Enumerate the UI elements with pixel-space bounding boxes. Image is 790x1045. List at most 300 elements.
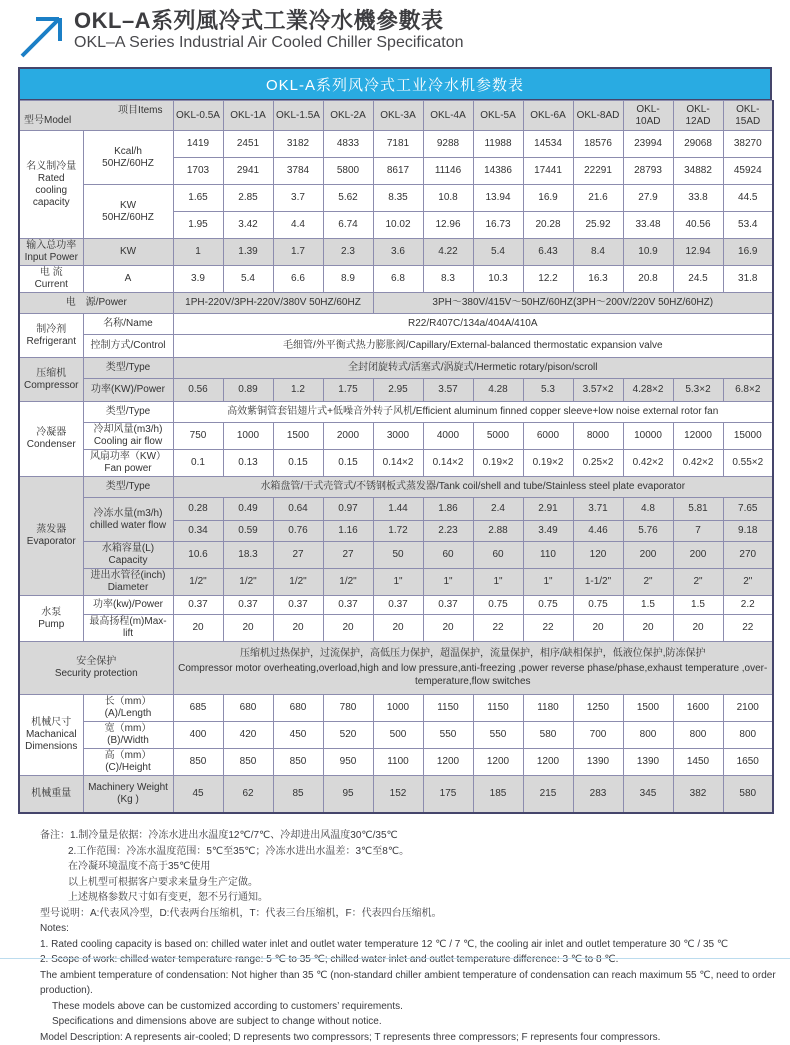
- row-label-refrigerant: 制冷剂 Refrigerant: [19, 314, 83, 358]
- value-cell: 3.71: [573, 498, 623, 521]
- value-cell: 0.75: [473, 596, 523, 615]
- table-row-tank-capacity: [19, 542, 773, 569]
- table-row-fan-power: [19, 450, 773, 477]
- value-cell: 1250: [573, 695, 623, 722]
- table-row-pipe-diameter: [19, 569, 773, 596]
- row-label-current-unit: A: [83, 266, 173, 293]
- note-line: 2. Scope of work: chilled water temperature range: 5 ℃ to 35 ℃; chilled water inlet and outlet temperature difference: 3 ℃ to 8 ℃.: [40, 952, 790, 968]
- model-column-header: OKL-5A: [473, 101, 523, 131]
- model-column-header: OKL-6A: [523, 101, 573, 131]
- value-cell: 7181: [373, 131, 423, 158]
- row-label-width: 宽（mm）(B)/Width: [83, 722, 173, 749]
- value-cell: 20.28: [523, 212, 573, 239]
- value-cell: 1.65: [173, 185, 223, 212]
- value-cell: 10.9: [623, 239, 673, 266]
- value-cell: 1/2": [173, 569, 223, 596]
- value-cell: 3.57×2: [573, 379, 623, 402]
- value-cell: 12.96: [423, 212, 473, 239]
- value-cell: 0.76: [273, 521, 323, 542]
- note-line: 备注：1.制冷量是依据：冷冻水进出水温度12℃/7℃、冷却进出风温度30℃/35℃: [40, 828, 790, 844]
- corner-items-label: 项目Items: [118, 105, 162, 117]
- value-cell: 215: [523, 776, 573, 814]
- value-cell: 8.35: [373, 185, 423, 212]
- value-cell: 5.4: [473, 239, 523, 266]
- row-label-compressor-power: 功率(KW)/Power: [83, 379, 173, 402]
- value-cell: 0.19×2: [523, 450, 573, 477]
- value-cell: 60: [473, 542, 523, 569]
- value-cell: 5800: [323, 158, 373, 185]
- value-cell: 152: [373, 776, 423, 814]
- row-label-kcal: Kcal/h 50HZ/60HZ: [83, 131, 173, 185]
- value-cell: 23994: [623, 131, 673, 158]
- table-title-bar: OKL-A系列风冷式工业冷水机参数表: [18, 67, 772, 100]
- value-cell: 2100: [723, 695, 773, 722]
- value-cell: 60: [423, 542, 473, 569]
- value-cell: 16.3: [573, 266, 623, 293]
- value-cell: 2": [673, 569, 723, 596]
- model-column-header: OKL-1A: [223, 101, 273, 131]
- value-cell: 5.62: [323, 185, 373, 212]
- value-cell: 17441: [523, 158, 573, 185]
- value-cell: 1": [423, 569, 473, 596]
- value-cell: 0.97: [323, 498, 373, 521]
- model-column-header: OKL-3A: [373, 101, 423, 131]
- value-cell: 3.42: [223, 212, 273, 239]
- value-cell: 0.1: [173, 450, 223, 477]
- model-column-header: OKL-0.5A: [173, 101, 223, 131]
- value-cell: 185: [473, 776, 523, 814]
- corner-header-cell: [19, 101, 173, 131]
- value-cell: 800: [623, 722, 673, 749]
- value-cell: 12000: [673, 423, 723, 450]
- value-cell: 31.8: [723, 266, 773, 293]
- row-label-security: 安全保护 Security protection: [19, 642, 173, 695]
- value-cell: 750: [173, 423, 223, 450]
- row-label-pump: 水泵 Pump: [19, 596, 83, 642]
- value-cell: 0.14×2: [373, 450, 423, 477]
- value-cell: 175: [423, 776, 473, 814]
- value-cell: 1100: [373, 749, 423, 776]
- value-cell: 0.49: [223, 498, 273, 521]
- row-label-condenser: 冷凝器 Condenser: [19, 402, 83, 477]
- value-cell: 0.37: [373, 596, 423, 615]
- spec-table-wrap: [18, 67, 772, 814]
- value-cell: 8.3: [423, 266, 473, 293]
- value-cell: 1.7: [273, 239, 323, 266]
- value-cell: 1200: [523, 749, 573, 776]
- value-cell: 680: [223, 695, 273, 722]
- value-cell: 11146: [423, 158, 473, 185]
- value-cell: 12.2: [523, 266, 573, 293]
- value-cell: 580: [723, 776, 773, 814]
- value-cell: 1150: [473, 695, 523, 722]
- value-cell: 4833: [323, 131, 373, 158]
- model-column-header: OKL-15AD: [723, 101, 773, 131]
- value-cell: 420: [223, 722, 273, 749]
- note-line: Model Description: A represents air-cooled; D represents two compressors; T represents three compressors; F represents four compressors.: [40, 1030, 790, 1045]
- value-cell: 1200: [473, 749, 523, 776]
- value-cell: 18576: [573, 131, 623, 158]
- value-cell: 2.2: [723, 596, 773, 615]
- value-cell: 1.86: [423, 498, 473, 521]
- value-cell: 20: [423, 615, 473, 642]
- value-cell: 6.8×2: [723, 379, 773, 402]
- value-cell: 1390: [623, 749, 673, 776]
- value-cell: 62: [223, 776, 273, 814]
- row-label-height: 高（mm）(C)/Height: [83, 749, 173, 776]
- value-cell: 1500: [273, 423, 323, 450]
- value-cell: 1180: [523, 695, 573, 722]
- table-row-weight: [19, 776, 773, 814]
- value-cell: 25.92: [573, 212, 623, 239]
- value-cell: 4.46: [573, 521, 623, 542]
- table-row-length: [19, 695, 773, 722]
- value-cell: 200: [623, 542, 673, 569]
- value-cell: 1150: [423, 695, 473, 722]
- value-cell: 5.81: [673, 498, 723, 521]
- value-cell: 6.6: [273, 266, 323, 293]
- row-label-weight-unit: Machinery Weight (Kg ): [83, 776, 173, 814]
- value-cell: 1/2": [273, 569, 323, 596]
- value-cell: 28793: [623, 158, 673, 185]
- value-cell: 33.48: [623, 212, 673, 239]
- value-cell: 3.49: [523, 521, 573, 542]
- value-cell: 0.75: [523, 596, 573, 615]
- value-cell: 0.59: [223, 521, 273, 542]
- value-cell: 1419: [173, 131, 223, 158]
- value-cell: 6.43: [523, 239, 573, 266]
- value-cell: 4.28×2: [623, 379, 673, 402]
- value-cell: 40.56: [673, 212, 723, 239]
- value-cell: 550: [473, 722, 523, 749]
- value-cell: 450: [273, 722, 323, 749]
- value-cell: 850: [223, 749, 273, 776]
- value-cell: 0.56: [173, 379, 223, 402]
- value-cell: 1390: [573, 749, 623, 776]
- value-cell: 0.75: [573, 596, 623, 615]
- value-cell: 0.19×2: [473, 450, 523, 477]
- value-cell: 1500: [623, 695, 673, 722]
- value-cell: 8617: [373, 158, 423, 185]
- value-cell: 580: [523, 722, 573, 749]
- value-cell: 0.37: [223, 596, 273, 615]
- row-label-condenser-type: 类型/Type: [83, 402, 173, 423]
- model-column-header: OKL-1.5A: [273, 101, 323, 131]
- value-cell: 9.18: [723, 521, 773, 542]
- table-row-width: [19, 722, 773, 749]
- value-cell: 38270: [723, 131, 773, 158]
- power-source-three-phase: 3PH～380V/415V～50HZ/60HZ(3PH～200V/220V 50HZ/60HZ): [373, 293, 773, 314]
- value-cell: 6000: [523, 423, 573, 450]
- value-cell: 2.95: [373, 379, 423, 402]
- value-cell: 1: [173, 239, 223, 266]
- value-cell: 5000: [473, 423, 523, 450]
- value-cell: 7.65: [723, 498, 773, 521]
- row-label-control: 控制方式/Control: [83, 335, 173, 358]
- table-row-evaporator-type: [19, 477, 773, 498]
- value-cell: 2.91: [523, 498, 573, 521]
- value-cell: 22: [523, 615, 573, 642]
- value-cell: 24.5: [673, 266, 723, 293]
- row-label-refrigerant-name: 名称/Name: [83, 314, 173, 335]
- value-cell: 700: [573, 722, 623, 749]
- value-cell: 22: [723, 615, 773, 642]
- value-cell: 10.6: [173, 542, 223, 569]
- model-column-header: OKL-2A: [323, 101, 373, 131]
- row-label-current: 电 流 Current: [19, 266, 83, 293]
- value-cell: 0.37: [173, 596, 223, 615]
- value-cell: 27: [323, 542, 373, 569]
- value-cell: 16.73: [473, 212, 523, 239]
- row-label-kw: KW 50HZ/60HZ: [83, 185, 173, 239]
- evaporator-type-value: 水箱盘管/干式壳管式/不锈钢板式蒸发器/Tank coil/shell and tube/Stainless steel plate evaporator: [173, 477, 773, 498]
- value-cell: 1.72: [373, 521, 423, 542]
- table-row-max-lift: [19, 615, 773, 642]
- refrigerant-name-value: R22/R407C/134a/404A/410A: [173, 314, 773, 335]
- row-label-length: 长（mm）(A)/Length: [83, 695, 173, 722]
- value-cell: 1/2": [323, 569, 373, 596]
- value-cell: 7: [673, 521, 723, 542]
- row-label-input-power: 输入总功率 Input Power: [19, 239, 83, 266]
- value-cell: 2.85: [223, 185, 273, 212]
- value-cell: 680: [273, 695, 323, 722]
- value-cell: 6.74: [323, 212, 373, 239]
- value-cell: 1.5: [673, 596, 723, 615]
- model-column-header: OKL-12AD: [673, 101, 723, 131]
- value-cell: 0.37: [423, 596, 473, 615]
- note-line: The ambient temperature of condensation: Not higher than 35 ℃ (non-standard chiller ambient temperature of condensation can reach maximum 55 ℃, need to order production).: [40, 968, 790, 999]
- value-cell: 1.95: [173, 212, 223, 239]
- value-cell: 0.13: [223, 450, 273, 477]
- value-cell: 20: [323, 615, 373, 642]
- value-cell: 3182: [273, 131, 323, 158]
- value-cell: 0.15: [273, 450, 323, 477]
- row-label-chilled-water: 冷冻水量(m3/h) chilled water flow: [83, 498, 173, 542]
- notes-section: [40, 828, 790, 1045]
- row-label-evaporator: 蒸发器 Evaporator: [19, 477, 83, 596]
- value-cell: 22: [473, 615, 523, 642]
- value-cell: 8000: [573, 423, 623, 450]
- note-line: 上述规格参数尺寸如有变更，恕不另行通知。: [68, 890, 790, 906]
- value-cell: 9288: [423, 131, 473, 158]
- value-cell: 950: [323, 749, 373, 776]
- value-cell: 1200: [423, 749, 473, 776]
- value-cell: 0.14×2: [423, 450, 473, 477]
- value-cell: 0.42×2: [623, 450, 673, 477]
- value-cell: 3.9: [173, 266, 223, 293]
- value-cell: 2.23: [423, 521, 473, 542]
- value-cell: 12.94: [673, 239, 723, 266]
- value-cell: 1.2: [273, 379, 323, 402]
- value-cell: 500: [373, 722, 423, 749]
- spec-table: [18, 100, 774, 814]
- value-cell: 1000: [373, 695, 423, 722]
- value-cell: 29068: [673, 131, 723, 158]
- value-cell: 1600: [673, 695, 723, 722]
- note-line: 以上机型可根据客户要求来量身生产定做。: [68, 875, 790, 891]
- value-cell: 4.22: [423, 239, 473, 266]
- value-cell: 0.15: [323, 450, 373, 477]
- value-cell: 0.28: [173, 498, 223, 521]
- row-label-max-lift: 最高扬程(m)Max-lift: [83, 615, 173, 642]
- value-cell: 20.8: [623, 266, 673, 293]
- value-cell: 850: [173, 749, 223, 776]
- value-cell: 120: [573, 542, 623, 569]
- row-label-pipe-diameter: 进出水管径(inch) Diameter: [83, 569, 173, 596]
- value-cell: 20: [223, 615, 273, 642]
- value-cell: 20: [573, 615, 623, 642]
- value-cell: 0.37: [323, 596, 373, 615]
- page-subtitle: OKL–A Series Industrial Air Cooled Chiller Specificaton: [74, 34, 464, 52]
- value-cell: 44.5: [723, 185, 773, 212]
- value-cell: 110: [523, 542, 573, 569]
- value-cell: 27.9: [623, 185, 673, 212]
- value-cell: 18.3: [223, 542, 273, 569]
- compressor-type-value: 全封闭旋转式/活塞式/涡旋式/Hermetic rotary/pison/scroll: [173, 358, 773, 379]
- note-line: Specifications and dimensions above are subject to change without notice.: [52, 1014, 790, 1030]
- value-cell: 53.4: [723, 212, 773, 239]
- note-line: 在冷凝环境温度不高于35℃使用: [68, 859, 790, 875]
- value-cell: 2": [623, 569, 673, 596]
- row-label-rated-cooling: 名义制冷量 Rated cooling capacity: [19, 131, 83, 239]
- table-row-cooling-air-flow: [19, 423, 773, 450]
- page-header: [0, 0, 790, 62]
- table-row-pump-power: [19, 596, 773, 615]
- row-label-evaporator-type: 类型/Type: [83, 477, 173, 498]
- row-label-fan-power: 风扇功率（KW） Fan power: [83, 450, 173, 477]
- value-cell: 27: [273, 542, 323, 569]
- security-protection-value: [173, 642, 773, 695]
- corner-model-label: 型号Model: [24, 115, 71, 127]
- value-cell: 8.4: [573, 239, 623, 266]
- value-cell: 1703: [173, 158, 223, 185]
- value-cell: 780: [323, 695, 373, 722]
- table-row-refrigerant-name: [19, 314, 773, 335]
- value-cell: 0.37: [273, 596, 323, 615]
- table-row-kcal-50: [19, 131, 773, 158]
- value-cell: 45: [173, 776, 223, 814]
- note-line: 2.工作范围：冷冻水温度范围：5℃至35℃；冷冻水进出水温差：3℃至8℃。: [68, 844, 790, 860]
- value-cell: 283: [573, 776, 623, 814]
- table-row-current: [19, 266, 773, 293]
- row-label-dimensions: 机械尺寸 Machanical Dimensions: [19, 695, 83, 776]
- table-row-security-protection: [19, 642, 773, 695]
- value-cell: 1.39: [223, 239, 273, 266]
- value-cell: 10.8: [423, 185, 473, 212]
- value-cell: 0.89: [223, 379, 273, 402]
- row-label-cooling-air-flow: 冷却风量(m3/h) Cooling air flow: [83, 423, 173, 450]
- value-cell: 1.44: [373, 498, 423, 521]
- value-cell: 1": [523, 569, 573, 596]
- value-cell: 1/2": [223, 569, 273, 596]
- note-line: 1. Rated cooling capacity is based on: chilled water inlet and outlet water temperature 12 ℃ / 7 ℃, the cooling air inlet and outlet temperature 30 ℃ / 35 ℃: [40, 937, 790, 953]
- value-cell: 400: [173, 722, 223, 749]
- row-label-compressor-type: 类型/Type: [83, 358, 173, 379]
- value-cell: 2.4: [473, 498, 523, 521]
- value-cell: 800: [723, 722, 773, 749]
- value-cell: 3.7: [273, 185, 323, 212]
- power-source-single-phase: 1PH-220V/3PH-220V/380V 50HZ/60HZ: [173, 293, 373, 314]
- value-cell: 85: [273, 776, 323, 814]
- note-line: Notes:: [40, 921, 790, 937]
- bottom-divider: [0, 958, 790, 959]
- value-cell: 1-1/2": [573, 569, 623, 596]
- value-cell: 1450: [673, 749, 723, 776]
- value-cell: 45924: [723, 158, 773, 185]
- value-cell: 10.3: [473, 266, 523, 293]
- row-label-compressor: 压缩机 Compressor: [19, 358, 83, 402]
- value-cell: 20: [623, 615, 673, 642]
- model-header-row: [19, 101, 773, 131]
- control-mode-value: 毛细管/外平衡式热力膨胀阀/Capillary/External-balanced thermostatic expansion valve: [173, 335, 773, 358]
- value-cell: 8.9: [323, 266, 373, 293]
- page-title: OKL–A系列風冷式工業冷水機參數表: [74, 8, 464, 33]
- table-row-compressor-type: [19, 358, 773, 379]
- value-cell: 2941: [223, 158, 273, 185]
- value-cell: 50: [373, 542, 423, 569]
- table-row-condenser-type: [19, 402, 773, 423]
- value-cell: 20: [273, 615, 323, 642]
- table-row-chilled-water-1: [19, 498, 773, 521]
- security-text-en: Compressor motor overheating,overload,high and low pressure,anti-freezing ,power reverse phase/phase,exhaust temperature ,over-temperature,flow switches: [175, 662, 772, 689]
- table-row-refrigerant-control: [19, 335, 773, 358]
- value-cell: 2": [723, 569, 773, 596]
- value-cell: 800: [673, 722, 723, 749]
- row-label-power-source: 电 源/Power: [19, 293, 173, 314]
- value-cell: 33.8: [673, 185, 723, 212]
- value-cell: 1.16: [323, 521, 373, 542]
- value-cell: 20: [173, 615, 223, 642]
- value-cell: 34882: [673, 158, 723, 185]
- value-cell: 1.75: [323, 379, 373, 402]
- value-cell: 0.42×2: [673, 450, 723, 477]
- value-cell: 1000: [223, 423, 273, 450]
- value-cell: 4.8: [623, 498, 673, 521]
- value-cell: 345: [623, 776, 673, 814]
- model-column-header: OKL-10AD: [623, 101, 673, 131]
- value-cell: 6.8: [373, 266, 423, 293]
- value-cell: 4000: [423, 423, 473, 450]
- value-cell: 95: [323, 776, 373, 814]
- value-cell: 14386: [473, 158, 523, 185]
- value-cell: 0.25×2: [573, 450, 623, 477]
- value-cell: 3.6: [373, 239, 423, 266]
- value-cell: 21.6: [573, 185, 623, 212]
- value-cell: 0.64: [273, 498, 323, 521]
- value-cell: 685: [173, 695, 223, 722]
- value-cell: 270: [723, 542, 773, 569]
- value-cell: 13.94: [473, 185, 523, 212]
- value-cell: 2451: [223, 131, 273, 158]
- table-row-kw-50: [19, 185, 773, 212]
- note-line: These models above can be customized according to customers’ requirements.: [52, 999, 790, 1015]
- value-cell: 550: [423, 722, 473, 749]
- value-cell: 10.02: [373, 212, 423, 239]
- value-cell: 1": [473, 569, 523, 596]
- value-cell: 14534: [523, 131, 573, 158]
- model-column-header: OKL-8AD: [573, 101, 623, 131]
- value-cell: 2.88: [473, 521, 523, 542]
- value-cell: 382: [673, 776, 723, 814]
- value-cell: 1650: [723, 749, 773, 776]
- value-cell: 5.76: [623, 521, 673, 542]
- value-cell: 1": [373, 569, 423, 596]
- value-cell: 4.28: [473, 379, 523, 402]
- value-cell: 20: [373, 615, 423, 642]
- condenser-type-value: 高效紫铜管套铝翅片式+低噪音外转子风机/Efficient aluminum finned copper sleeve+low noise external rotor fan: [173, 402, 773, 423]
- value-cell: 0.34: [173, 521, 223, 542]
- value-cell: 5.4: [223, 266, 273, 293]
